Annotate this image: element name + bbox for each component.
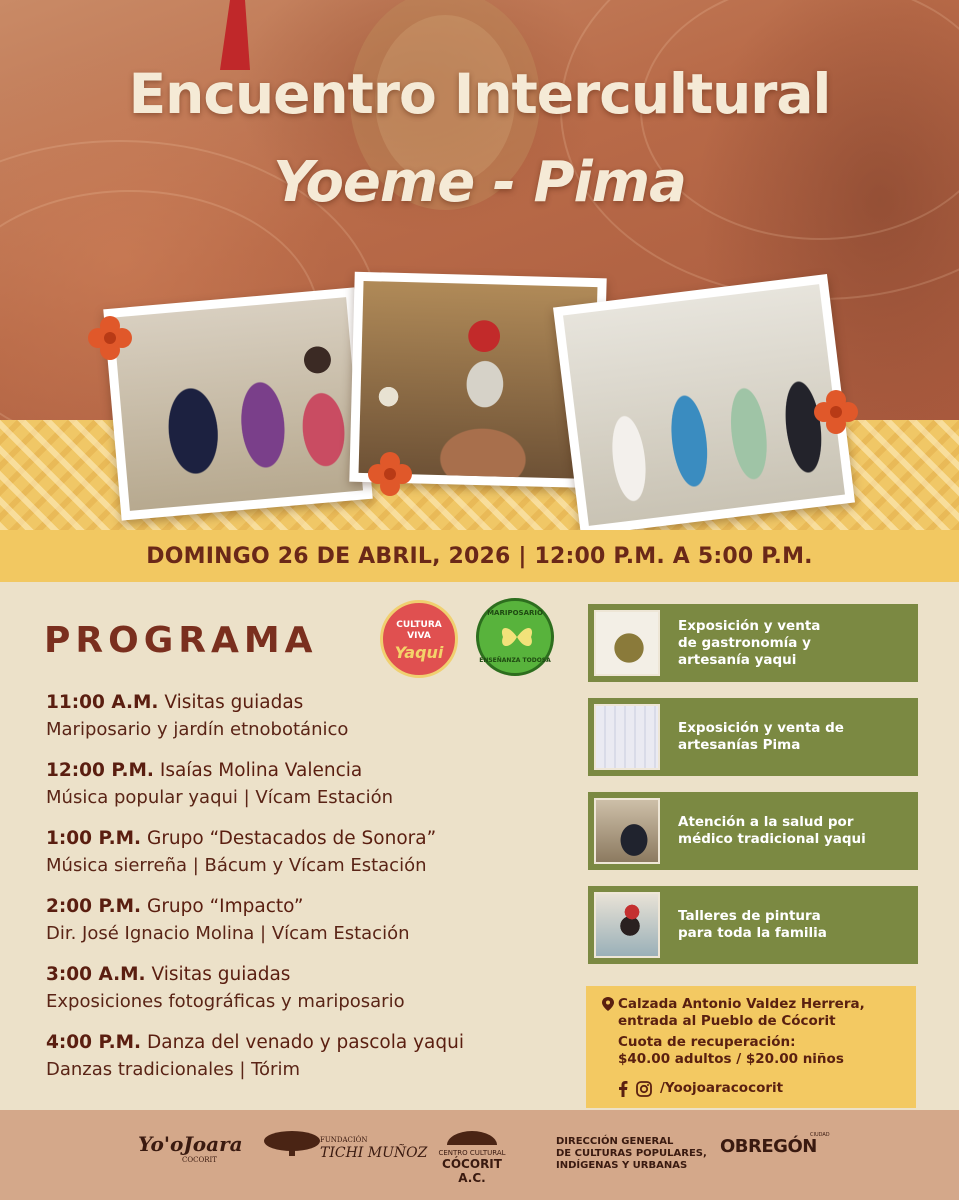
program-item: 2:00 P.M. Grupo “Impacto” Dir. José Ignacio Molina | Vícam Estación <box>46 896 410 944</box>
sun-icon <box>442 1131 502 1145</box>
location-pin-icon <box>602 997 614 1011</box>
program-list <box>46 692 566 1100</box>
program-item: 1:00 P.M. Grupo “Destacados de Sonora” Música sierreña | Bácum y Vícam Estación <box>46 828 437 876</box>
centro-cultural-cocorit-logo: CENTRO CULTURAL CÓCORIT A.C. <box>432 1130 512 1185</box>
program-item: 12:00 P.M. Isaías Molina Valencia Música popular yaqui | Vícam Estación <box>46 760 394 808</box>
painting-photo <box>594 892 660 958</box>
social-links <box>618 1080 902 1097</box>
direccion-culturas-populares-logo: DIRECCIÓN GENERAL DE CULTURAS POPULARES, INDÍGENAS Y URBANAS <box>556 1136 707 1171</box>
fee-label: Cuota de recuperación: <box>618 1034 796 1050</box>
tree-icon <box>262 1130 322 1156</box>
photo-pima-women <box>553 274 855 536</box>
program-item: 3:00 A.M. Visitas guiadas Exposiciones fotográficas y mariposario <box>46 964 405 1012</box>
activity-card-talleres: Talleres de pintura para toda la familia <box>588 886 918 964</box>
address-line: Calzada Antonio Valdez Herrera, <box>618 996 865 1012</box>
flower-icon <box>814 390 858 434</box>
flower-icon <box>88 316 132 360</box>
activity-card-artesanias-pima: Exposición y venta de artesanías Pima <box>588 698 918 776</box>
activity-card-gastronomia: Exposición y venta de gastronomía y artesanía yaqui <box>588 604 918 682</box>
photo-embroidered-clothes <box>103 287 373 520</box>
facebook-icon[interactable] <box>618 1081 628 1097</box>
program-item: 4:00 P.M. Danza del venado y pascola yaqui Danzas tradicionales | Tórim <box>46 1032 464 1080</box>
social-handle[interactable]: /Yoojoaracocorit <box>660 1080 784 1096</box>
healer-photo <box>594 798 660 864</box>
fundacion-tichi-munoz-logo: FUNDACIÓN TICHI MUÑOZ <box>262 1130 322 1160</box>
ciudad-obregon-logo: CIUDAD OBREGÓN <box>720 1132 830 1157</box>
event-subtitle: Yoeme - Pima <box>273 150 686 215</box>
program-item: 11:00 A.M. Visitas guiadas Mariposario y jardín etnobotánico <box>46 692 349 740</box>
address-line: entrada al Pueblo de Cócorit <box>618 1013 836 1029</box>
fee-values: $40.00 adultos / $20.00 niños <box>618 1051 844 1067</box>
location-info-box <box>586 986 916 1108</box>
mariposario-logo: MARIPOSARIO ENSEÑANZA TODOSA <box>476 598 554 676</box>
date-bar <box>0 530 959 582</box>
flower-icon <box>368 452 412 496</box>
sponsors-footer <box>0 1110 959 1200</box>
activity-card-salud: Atención a la salud por médico tradicional yaqui <box>588 792 918 870</box>
embroidery-photo <box>594 704 660 770</box>
instagram-icon[interactable] <box>636 1081 652 1097</box>
food-bowl-photo <box>594 610 660 676</box>
program-heading: PROGRAMA <box>44 620 318 661</box>
event-title: Encuentro Intercultural <box>128 62 831 126</box>
cultura-viva-yaqui-logo: CULTURA VIVA Yaqui <box>380 600 458 678</box>
event-date-time: DOMINGO 26 DE ABRIL, 2026 | 12:00 P.M. A 5:00 P.M. <box>146 543 813 569</box>
yoojoara-logo: Yo'oJoara COCORIT <box>138 1132 243 1164</box>
program-section <box>0 582 959 1110</box>
butterfly-icon <box>499 623 535 651</box>
